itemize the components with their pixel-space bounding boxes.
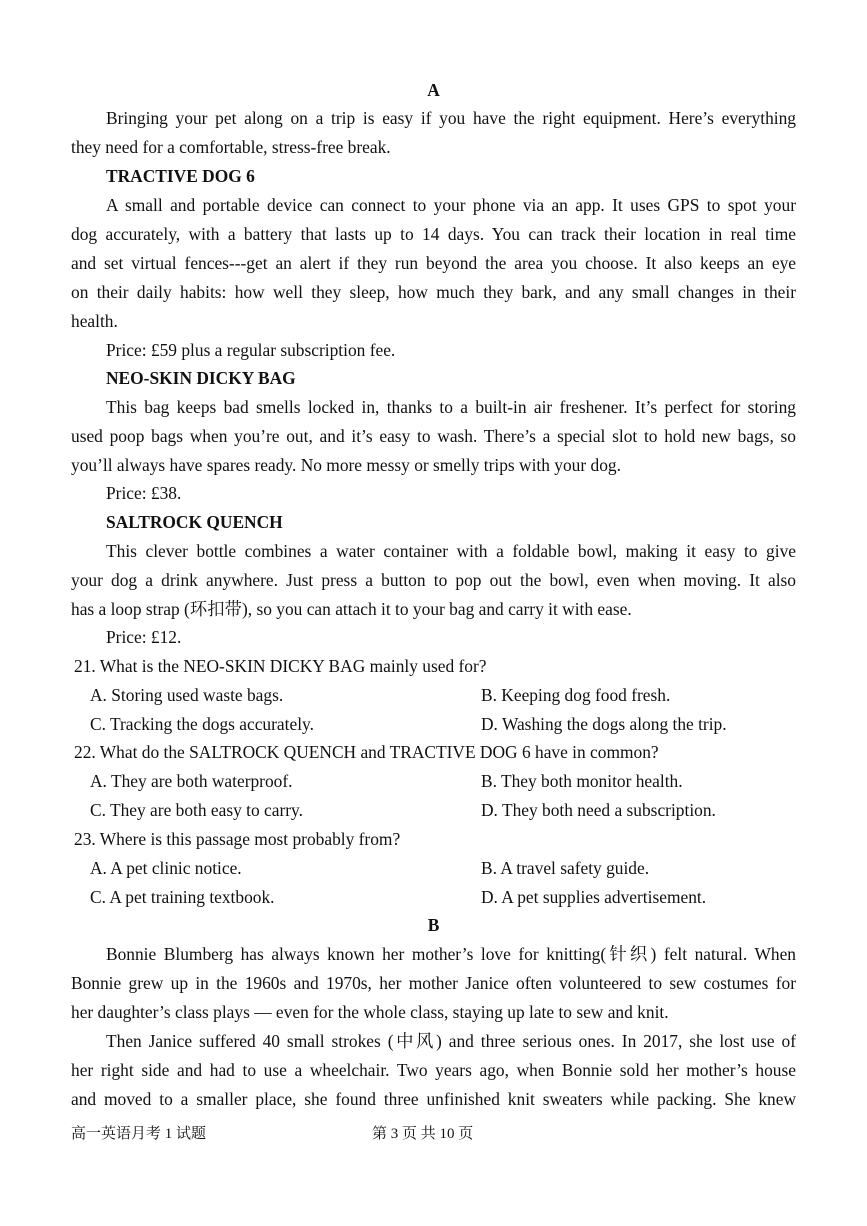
product-price: Price: £59 plus a regular subscription fee. [106, 340, 396, 360]
passage-line: Then Janice suffered 40 small strokes (中风) and three serious ones. In 2017, she lost use of [106, 1031, 796, 1051]
answer-option[interactable]: B. They both monitor health. [481, 771, 683, 791]
product-price: Price: £12. [106, 627, 182, 647]
answer-option[interactable]: C. Tracking the dogs accurately. [90, 714, 314, 734]
answer-option[interactable]: C. They are both easy to carry. [90, 800, 303, 820]
answer-option[interactable]: A. Storing used waste bags. [90, 685, 284, 705]
question-stem: 21. What is the NEO-SKIN DICKY BAG mainly used for? [74, 656, 487, 676]
footer-exam-title: 高一英语月考 1 试题 [71, 1126, 207, 1142]
answer-option[interactable]: D. They both need a subscription. [481, 800, 716, 820]
passage-line: her right side and had to use a wheelchair. Two years ago, when Bonnie sold her mother’s house [71, 1060, 796, 1080]
product-line: dog accurately, with a battery that lasts up to 14 days. You can track their location in real time [71, 224, 796, 244]
passage-line: and moved to a smaller place, she found three unfinished knit sweaters while packing. She knew [71, 1089, 796, 1109]
answer-option[interactable]: B. Keeping dog food fresh. [481, 685, 671, 705]
product-price: Price: £38. [106, 483, 182, 503]
product-name: TRACTIVE DOG 6 [106, 166, 255, 186]
intro-line: they need for a comfortable, stress-free break. [71, 137, 391, 157]
answer-option[interactable]: D. Washing the dogs along the trip. [481, 714, 727, 734]
footer-page-number: 第 3 页 共 10 页 [372, 1126, 474, 1142]
product-line: and set virtual fences---get an alert if they run beyond the area you choose. It also keeps an eye [71, 253, 796, 273]
product-line: has a loop strap (环扣带), so you can attach it to your bag and carry it with ease. [71, 599, 632, 619]
product-line: on their daily habits: how well they sleep, how much they bark, and any small changes in their [71, 282, 796, 302]
section-a-letter: A [427, 80, 440, 100]
answer-option[interactable]: D. A pet supplies advertisement. [481, 887, 707, 907]
answer-option[interactable]: A. A pet clinic notice. [90, 858, 242, 878]
answer-option[interactable]: A. They are both waterproof. [90, 771, 293, 791]
product-line: This bag keeps bad smells locked in, thanks to a built-in air freshener. It’s perfect for storing [106, 397, 796, 417]
section-b-letter: B [427, 915, 440, 935]
answer-option[interactable]: B. A travel safety guide. [481, 858, 650, 878]
product-line: you’ll always have spares ready. No more messy or smelly trips with your dog. [71, 455, 621, 475]
question-stem: 22. What do the SALTROCK QUENCH and TRACTIVE DOG 6 have in common? [74, 742, 659, 762]
product-line: your dog a drink anywhere. Just press a button to pop out the bowl, even when moving. It also [71, 570, 796, 590]
product-line: health. [71, 311, 118, 331]
product-line: used poop bags when you’re out, and it’s easy to wash. There’s a special slot to hold new bags, so [71, 426, 796, 446]
intro-line: Bringing your pet along on a trip is easy if you have the right equipment. Here’s everything [106, 108, 796, 128]
product-line: This clever bottle combines a water container with a foldable bowl, making it easy to give [106, 541, 796, 561]
product-line: A small and portable device can connect to your phone via an app. It uses GPS to spot your [106, 195, 796, 215]
product-name: SALTROCK QUENCH [106, 512, 283, 532]
passage-line: Bonnie grew up in the 1960s and 1970s, her mother Janice often volunteered to sew costumes for [71, 973, 796, 993]
question-stem: 23. Where is this passage most probably from? [74, 829, 401, 849]
passage-line: her daughter’s class plays — even for the whole class, staying up late to sew and knit. [71, 1002, 669, 1022]
answer-option[interactable]: C. A pet training textbook. [90, 887, 275, 907]
passage-line: Bonnie Blumberg has always known her mother’s love for knitting(针织) felt natural. When [106, 944, 796, 964]
product-name: NEO-SKIN DICKY BAG [106, 368, 296, 388]
